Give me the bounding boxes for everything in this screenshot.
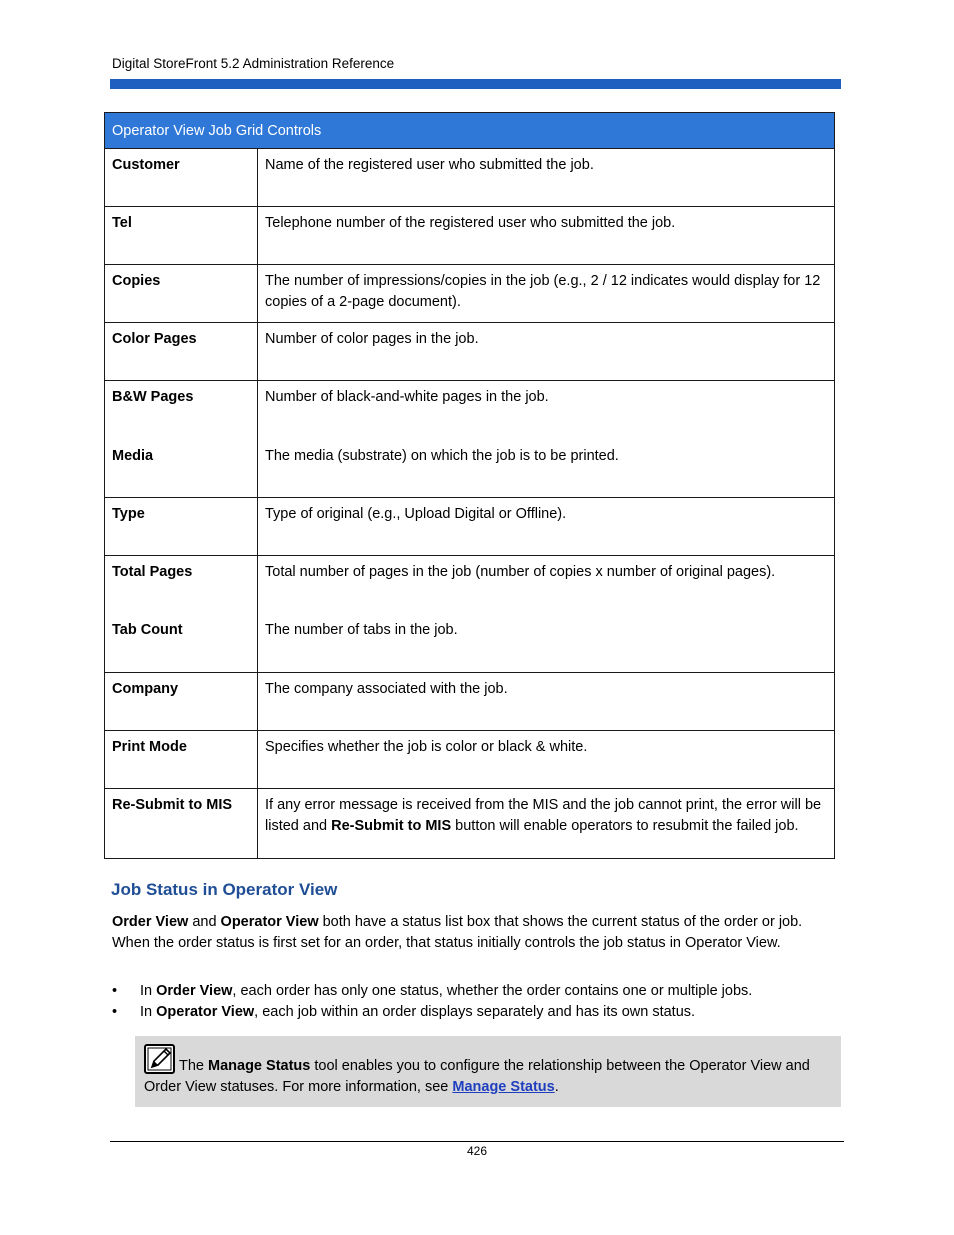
list-item-text: , each job within an order displays separately and has its own status.: [254, 1004, 696, 1020]
note-box: [135, 1036, 841, 1107]
row-description: The media (substrate) on which the job is to be printed.: [258, 440, 835, 498]
row-description: Specifies whether the job is color or black & white.: [258, 731, 835, 789]
body-paragraph: [112, 912, 840, 954]
row-description: Type of original (e.g., Upload Digital or Offline).: [258, 498, 835, 556]
manage-status-link[interactable]: Manage Status: [452, 1079, 555, 1095]
paragraph-bold: Order View: [112, 914, 189, 930]
row-description-bold: Re-Submit to MIS: [331, 818, 452, 834]
paragraph-bold: Operator View: [220, 914, 319, 930]
row-term: Media: [105, 440, 258, 498]
list-item-text: In: [140, 983, 157, 999]
list-item-bold: Order View: [156, 983, 233, 999]
table-row: [105, 323, 835, 381]
table-row: [105, 731, 835, 789]
table-header-row: [105, 113, 835, 149]
row-term: Re-Submit to MIS: [105, 789, 258, 859]
row-term: Customer: [105, 149, 258, 207]
row-description: The company associated with the job.: [258, 673, 835, 731]
table-row: [105, 614, 835, 673]
paragraph-text: and: [188, 914, 221, 930]
note-text: .: [554, 1079, 559, 1095]
row-term: Color Pages: [105, 323, 258, 381]
bullet-icon: •: [112, 1004, 118, 1020]
note-bold: Manage Status: [208, 1058, 311, 1074]
list-item-text: , each order has only one status, whether the order contains one or multiple jobs.: [232, 983, 753, 999]
table-row: [105, 381, 835, 440]
row-term: B&W Pages: [105, 381, 258, 440]
row-term: Total Pages: [105, 556, 258, 614]
table-row: [105, 149, 835, 207]
row-description: Total number of pages in the job (number of copies x number of original pages).: [258, 556, 835, 614]
list-item: [112, 981, 840, 1002]
list-item-bold: Operator View: [156, 1004, 255, 1020]
row-description: Number of black-and-white pages in the job.: [258, 381, 835, 440]
row-description-text: button will enable operators to resubmit the failed job.: [451, 818, 799, 834]
note-text: The: [179, 1058, 209, 1074]
job-grid-controls-table: [104, 112, 835, 859]
bullet-list: [112, 981, 840, 1023]
row-term: Print Mode: [105, 731, 258, 789]
table-row: [105, 789, 835, 859]
paragraph-text: both have a status list box that shows the current status of the order or job. When the order status is first set for an order, that status initially controls the job status in Operator View.: [112, 914, 803, 951]
header-accent-bar: [110, 79, 841, 89]
row-term: Company: [105, 673, 258, 731]
footer-rule: [110, 1141, 844, 1142]
table-row: [105, 207, 835, 265]
row-term: Tab Count: [105, 614, 258, 673]
list-item-text: In: [140, 1004, 157, 1020]
table-row: [105, 440, 835, 498]
row-term: Copies: [105, 265, 258, 323]
table-row: [105, 556, 835, 614]
row-description: The number of tabs in the job.: [258, 614, 835, 673]
table-row: [105, 265, 835, 323]
pencil-note-icon: [144, 1044, 175, 1074]
row-description: The number of impressions/copies in the job (e.g., 2 / 12 indicates would display for 12 copies of a 2-page document).: [258, 265, 835, 323]
row-description: [258, 789, 835, 859]
section-heading: Job Status in Operator View: [111, 880, 338, 899]
running-header-title: Digital StoreFront 5.2 Administration Reference: [112, 56, 395, 71]
row-description: Telephone number of the registered user who submitted the job.: [258, 207, 835, 265]
bullet-icon: •: [112, 983, 118, 999]
table-row: [105, 498, 835, 556]
row-description: Name of the registered user who submitted the job.: [258, 149, 835, 207]
page-number: 426: [466, 1144, 488, 1158]
note-text: tool enables you to configure the relationship between the Operator View and Order View statuses. For more information, see: [144, 1058, 810, 1095]
row-term: Tel: [105, 207, 258, 265]
row-term: Type: [105, 498, 258, 556]
row-description-text: If any error message is received from the MIS and the job cannot print, the error will be listed and: [265, 797, 822, 834]
table-title: Operator View Job Grid Controls: [105, 113, 835, 149]
row-description: Number of color pages in the job.: [258, 323, 835, 381]
list-item: [112, 1002, 840, 1023]
table-row: [105, 673, 835, 731]
